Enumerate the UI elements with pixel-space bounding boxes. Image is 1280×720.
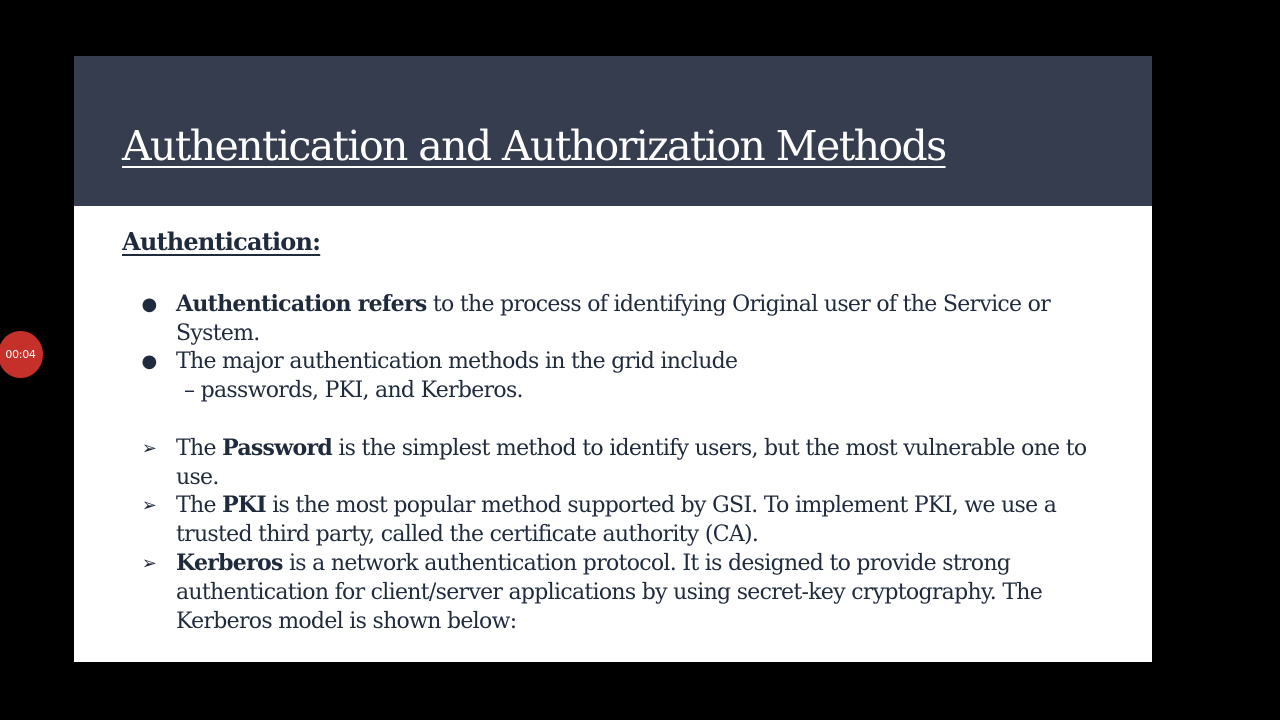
arrow-text [176, 434, 1116, 492]
arrow-body-text: is a network authentication protocol. It is designed to provide strong authentication for client/server applications by using secret-key cryptography. The Kerberos model is shown below: [176, 551, 1043, 634]
recording-timer-badge[interactable]: 00:04 [0, 331, 43, 378]
arrowhead-bullet-icon: ➢ [141, 495, 157, 516]
bullet-body-text: to the process of identifying Original user of the Service or System. [176, 292, 1051, 346]
bullet-text [176, 347, 1116, 405]
bullet-body-text: The major authentication methods in the grid include [176, 349, 738, 374]
bullet-dot-icon: ● [141, 294, 157, 315]
arrow-bold-text: Password [222, 435, 333, 461]
bullet-dot-icon: ● [141, 351, 157, 372]
arrow-prefix-text: The [176, 493, 223, 518]
arrow-bold-text: Kerberos [176, 550, 283, 576]
bullet-bold-text: Authentication refers [176, 291, 427, 317]
bullet-text [176, 290, 1116, 348]
slide-body [74, 206, 1152, 662]
slide-header [74, 56, 1152, 206]
bullet-subline: – passwords, PKI, and Kerberos. [184, 378, 523, 403]
slide-title: Authentication and Authorization Methods [122, 122, 946, 170]
arrow-text [176, 491, 1116, 549]
arrowhead-bullet-icon: ➢ [141, 553, 157, 574]
arrow-body-text: is the simplest method to identify users, but the most vulnerable one to use. [176, 436, 1087, 490]
presentation-slide [74, 56, 1152, 662]
section-heading: Authentication: [122, 227, 321, 256]
arrowhead-bullet-icon: ➢ [141, 438, 157, 459]
arrow-prefix-text: The [176, 436, 223, 461]
arrow-bold-text: PKI [222, 492, 266, 518]
arrow-body-text: is the most popular method supported by GSI. To implement PKI, we use a trusted third party, called the certificate authority (CA). [176, 493, 1057, 547]
arrow-text [176, 549, 1116, 636]
